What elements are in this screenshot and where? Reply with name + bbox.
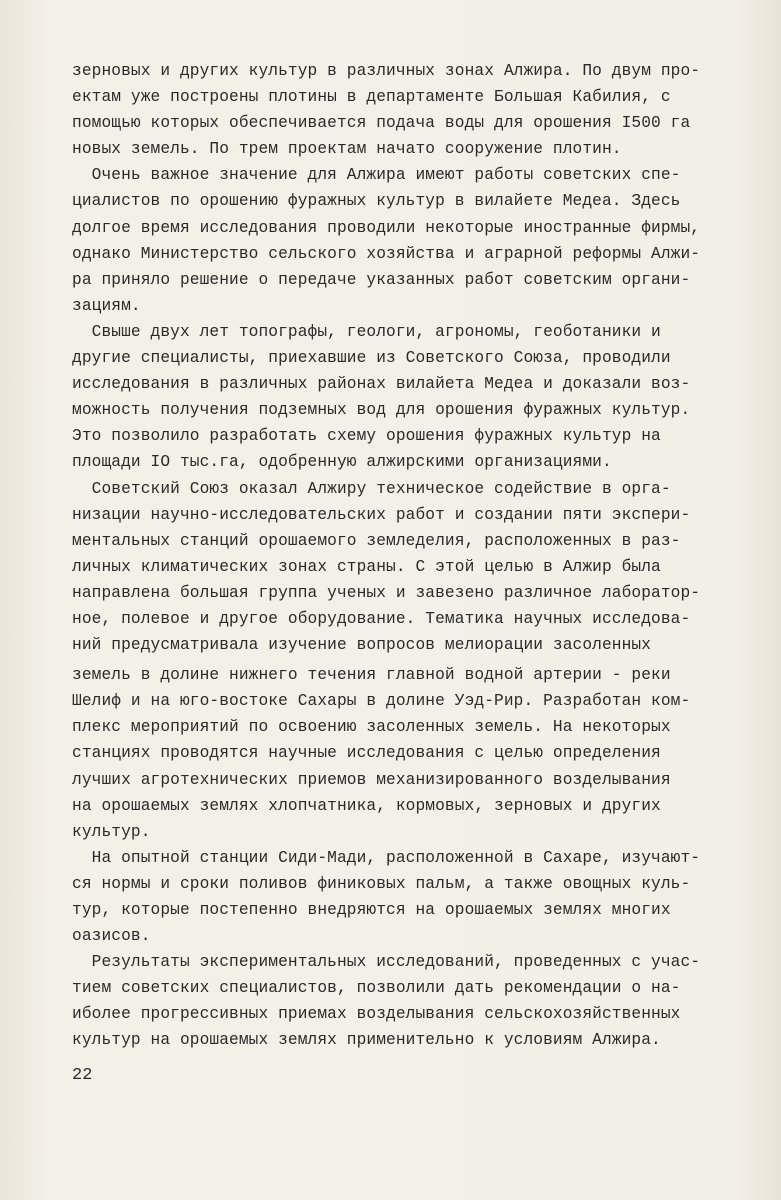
paragraph-3 <box>72 319 732 476</box>
text-line: другие специалисты, приехавшие из Советского Союза, проводили <box>72 349 671 368</box>
text-line: на орошаемых землях хлопчатника, кормовых, зерновых и других <box>72 796 661 815</box>
text-line: долгое время исследования проводили некоторые иностранные фирмы, <box>72 218 701 237</box>
page-number: 22 <box>72 1066 93 1085</box>
text-line: Это позволило разработать схему орошения фуражных культур на <box>72 427 661 446</box>
paragraph-4 <box>72 476 732 845</box>
text-line: плекс мероприятий по освоению засоленных земель. На некоторых <box>72 718 671 737</box>
text-line: циалистов по орошению фуражных культур в вилайете Медеа. Здесь <box>72 192 681 211</box>
text-line: станциях проводятся научные исследования с целью определения <box>72 744 661 763</box>
text-line: низации научно-исследовательских работ и создании пяти экспери- <box>72 505 691 524</box>
text-line: исследования в различных районах вилайета Медеа и доказали воз- <box>72 375 691 394</box>
text-line: помощью которых обеспечивается подача воды для орошения I500 га <box>72 114 691 133</box>
text-line: Шелиф и на юго-востоке Сахары в долине Уэд-Рир. Разработан ком- <box>72 692 691 711</box>
text-line: можность получения подземных вод для орошения фуражных культур. <box>72 401 691 420</box>
text-line: Свыше двух лет топографы, геологи, агрономы, геоботаники и <box>72 322 661 341</box>
text-line: площади IO тыс.га, одобренную алжирскими организациями. <box>72 453 612 472</box>
text-line: лучших агротехнических приемов механизированного возделывания <box>72 770 671 789</box>
text-line: тием советских специалистов, позволили дать рекомендации о на- <box>72 979 681 998</box>
text-line: Советский Союз оказал Алжиру техническое содействие в орга- <box>72 479 671 498</box>
text-line: оазисов. <box>72 927 151 946</box>
paragraph-5 <box>72 845 732 949</box>
text-line: ментальных станций орошаемого земледелия, расположенных в раз- <box>72 531 681 550</box>
text-line: ний предусматривала изучение вопросов мелиорации засоленных <box>72 636 652 655</box>
text-line: культур на орошаемых землях применительно к условиям Алжира. <box>72 1031 661 1050</box>
text-line: Очень важное значение для Алжира имеют работы советских спе- <box>72 166 681 185</box>
text-line: ектам уже построены плотины в департаменте Большая Кабилия, с <box>72 88 671 107</box>
text-line: личных климатических зонах страны. С этой целью в Алжир была <box>72 557 661 576</box>
body-text <box>72 58 732 1054</box>
paragraph-1 <box>72 58 732 162</box>
text-line: направлена большая группа ученых и завезено различное лаборатор- <box>72 583 701 602</box>
text-line: земель в долине нижнего течения главной водной артерии - реки <box>72 666 671 685</box>
text-line: зациям. <box>72 296 141 315</box>
text-line: иболее прогрессивных приемах возделывания сельскохозяйственных <box>72 1005 681 1024</box>
text-line: ра приняло решение о передаче указанных работ советским органи- <box>72 270 691 289</box>
text-line: тур, которые постепенно внедряются на орошаемых землях многих <box>72 901 671 919</box>
text-line: ся нормы и сроки поливов финиковых пальм, а также овощных куль- <box>72 874 691 893</box>
text-line: культур. <box>72 822 151 841</box>
paragraph-2 <box>72 162 732 319</box>
text-line: однако Министерство сельского хозяйства и аграрной реформы Алжи- <box>72 244 701 263</box>
paragraph-6 <box>72 949 732 1053</box>
text-line: Результаты экспериментальных исследований, проведенных с учас- <box>72 953 701 972</box>
text-line: зерновых и других культур в различных зонах Алжира. По двум про- <box>72 62 701 80</box>
text-line: новых земель. По трем проектам начато сооружение плотин. <box>72 140 622 159</box>
text-line: На опытной станции Сиди-Мади, расположенной в Сахаре, изучают- <box>72 848 701 867</box>
text-line: ное, полевое и другое оборудование. Тематика научных исследова- <box>72 609 691 628</box>
